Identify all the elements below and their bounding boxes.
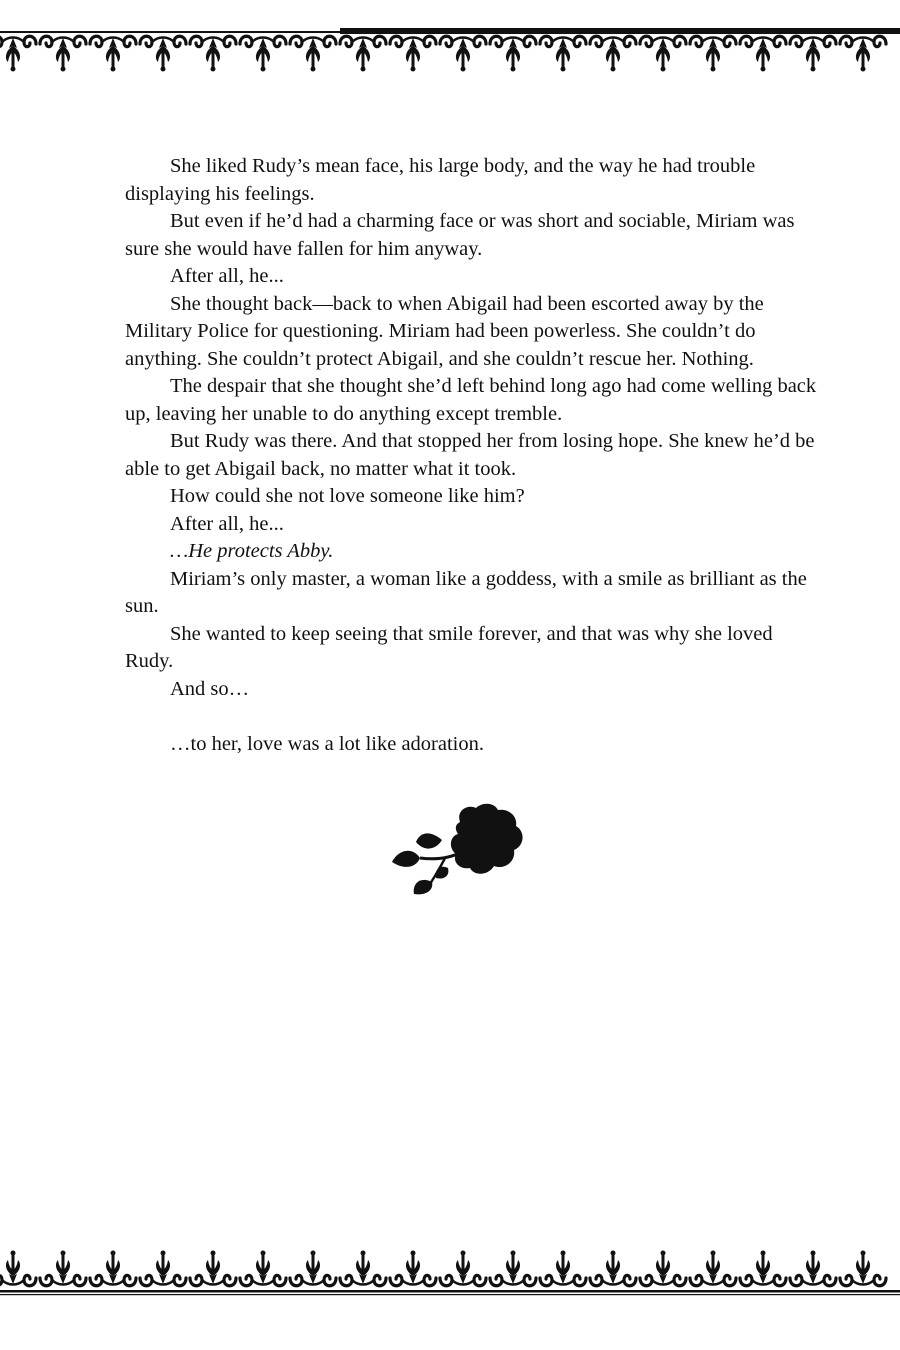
paragraph: But Rudy was there. And that stopped her from losing hope. She knew he’d be able to get Abigail back, no matter what it took. [125, 430, 815, 480]
paragraph: The despair that she thought she’d left behind long ago had come welling back up, leaving her unable to do anything except tremble. [125, 375, 817, 425]
paragraph: How could she not love someone like him? [170, 485, 525, 507]
closing-line: …to her, love was a lot like adoration. [170, 732, 484, 755]
chapter-text [125, 153, 825, 758]
paragraph: After all, he... [170, 512, 284, 535]
paragraph: And so… [170, 677, 250, 700]
italic-thought: …He protects Abby. [170, 540, 334, 562]
paragraph: She thought back—back to when Abigail had been escorted away by the Military Police for questioning. Miriam had been powerless. She couldn’t do anything. She couldn’t protect Abigail, and she couldn’t rescue her. Nothing. [125, 292, 764, 370]
bottom-ornamental-border [0, 1248, 900, 1298]
paragraph: She wanted to keep seeing that smile forever, and that was why she loved Rudy. [125, 622, 773, 672]
paragraph: She liked Rudy’s mean face, his large body, and the way he had trouble displaying his feelings. [125, 155, 756, 205]
paragraph: Miriam’s only master, a woman like a goddess, with a smile as brilliant as the sun. [125, 567, 807, 617]
top-ornamental-border [0, 28, 900, 74]
paragraph: But even if he’d had a charming face or was short and sociable, Miriam was sure she would have fallen for him anyway. [125, 210, 795, 260]
rose-divider-icon [390, 800, 532, 895]
paragraph: After all, he... [170, 265, 284, 287]
